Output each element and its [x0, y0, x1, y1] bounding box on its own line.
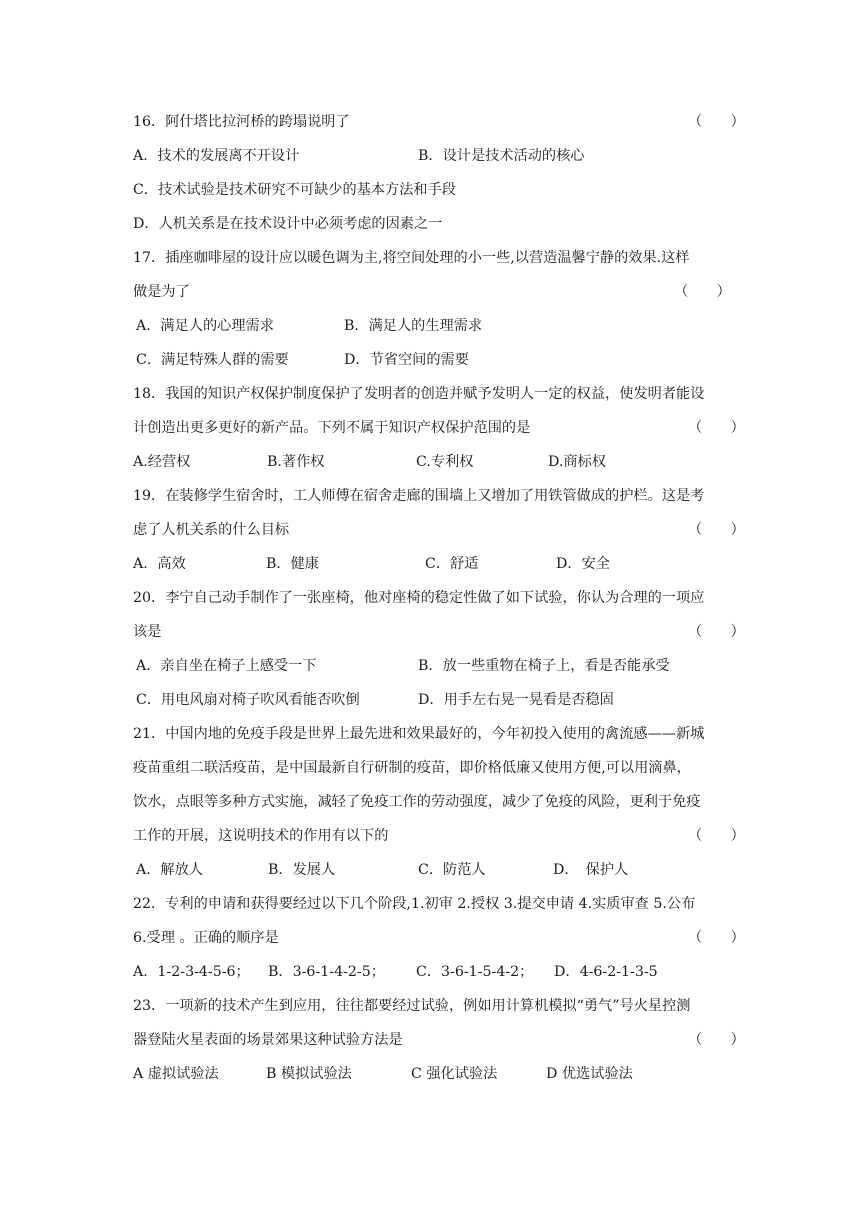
question-23-stem-line-1: 23．一项新的技术产生到应用，往往都要经过试验，例如用计算机模拟“勇气”号火星控测	[133, 998, 691, 1014]
question-19-stem-line-2: 虑了人机关系的什么目标	[133, 522, 290, 538]
question-18-option-a: A.经营权	[133, 454, 191, 470]
question-23-option-a: A 虚拟试验法	[133, 1066, 219, 1082]
question-22-option-c: C．3-6-1-5-4-2；	[416, 964, 534, 980]
question-17-stem-line-2: 做是为了	[133, 284, 190, 300]
question-18-option-b: B.著作权	[267, 454, 325, 470]
question-19-option-c: C．舒适	[425, 556, 479, 572]
question-19-option-a: A．高效	[133, 556, 186, 572]
question-20-option-b: B．放一些重物在椅子上，看是否能承受	[418, 658, 670, 674]
question-21-stem-line-4: 工作的开展，这说明技术的作用有以下的	[133, 828, 389, 844]
question-17-option-b: B．满足人的生理需求	[344, 318, 483, 334]
question-17-stem-line-1: 17．插座咖啡屋的设计应以暖色调为主,将空间处理的小一些,以营造温馨宁静的效果.这样	[133, 250, 690, 266]
question-19-option-b: B．健康	[266, 556, 319, 572]
question-22-option-a: A．1-2-3-4-5-6；	[133, 964, 250, 980]
question-20-option-a: A．亲自坐在椅子上感受一下	[136, 658, 317, 674]
question-18-stem-line-1: 18．我国的知识产权保护制度保护了发明者的创造并赋予发明人一定的权益，使发明者能设	[133, 386, 705, 402]
question-17-option-d: D．节省空间的需要	[344, 352, 469, 368]
question-21-option-c: C．防范人	[418, 862, 486, 878]
question-22-stem-line-2: 6.受理 。正确的顺序是	[133, 930, 279, 946]
question-18-stem-line-2: 计创造出更多更好的新产品。下列不属于知识产权保护范围的是	[133, 420, 531, 436]
question-22-stem-line-1: 22．专利的申请和获得要经过以下几个阶段,1.初审 2.授权 3.提交申请 4.实质审查 5.公布	[133, 896, 696, 912]
question-16-option-c: C．技术试验是技术研究不可缺少的基本方法和手段	[133, 182, 456, 198]
question-22-answer-paren: （ ）	[688, 930, 745, 946]
question-16-option-b: B．设计是技术活动的核心	[418, 148, 585, 164]
question-21-stem-line-2: 疫苗重组二联活疫苗，是中国最新自行研制的疫苗，即价格低廉又使用方便,可以用滴鼻，	[133, 760, 691, 776]
question-19-answer-paren: （ ）	[688, 522, 745, 538]
question-21-option-a: A．解放人	[136, 862, 203, 878]
question-23-option-b: B 模拟试验法	[266, 1066, 352, 1082]
question-16-stem: 16．阿什塔比拉河桥的跨塌说明了	[133, 114, 350, 130]
question-18-option-d: D.商标权	[548, 454, 606, 470]
question-22-option-b: B．3-6-1-4-2-5；	[268, 964, 385, 980]
question-18-option-c: C.专利权	[416, 454, 474, 470]
question-22-option-d: D．4-6-2-1-3-5	[554, 964, 658, 980]
question-17-option-a: A．满足人的心理需求	[136, 318, 274, 334]
question-20-option-d: D．用手左右晃一晃看是否稳固	[418, 692, 614, 708]
question-23-option-c: C 强化试验法	[411, 1066, 498, 1082]
question-20-stem-line-1: 20．李宁自己动手制作了一张座椅，他对座椅的稳定性做了如下试验，你认为合理的一项应	[133, 590, 705, 606]
question-21-stem-line-1: 21．中国内地的免疫手段是世界上最先进和效果最好的，今年初投入使用的禽流感——新城	[133, 726, 705, 742]
question-18-answer-paren: （ ）	[688, 420, 745, 436]
question-17-option-c: C．满足特殊人群的需要	[136, 352, 289, 368]
question-23-answer-paren: （ ）	[688, 1032, 745, 1048]
question-20-stem-line-2: 该是	[133, 624, 162, 640]
question-23-option-d: D 优选试验法	[546, 1066, 633, 1082]
question-19-option-d: D．安全	[556, 556, 610, 572]
question-21-stem-line-3: 饮水，点眼等多种方式实施，减轻了免疫工作的劳动强度，减少了免疫的风险，更利于免疫	[133, 794, 701, 810]
question-20-answer-paren: （ ）	[688, 624, 745, 640]
question-16-answer-paren: （ ）	[688, 114, 745, 130]
question-20-option-c: C．用电风扇对椅子吹风看能否吹倒	[136, 692, 360, 708]
question-16-option-a: A．技术的发展离不开设计	[133, 148, 300, 164]
question-17-answer-paren: （ ）	[674, 284, 731, 300]
question-16-option-d: D．人机关系是在技术设计中必须考虑的因素之一	[133, 216, 443, 232]
question-21-option-d: D． 保护人	[553, 862, 629, 878]
question-23-stem-line-2: 器登陆火星表面的场景郊果这种试验方法是	[133, 1032, 403, 1048]
question-19-stem-line-1: 19．在装修学生宿舍时，工人师傅在宿舍走廊的围墙上又增加了用铁管做成的护栏。这是考	[133, 488, 705, 504]
question-21-option-b: B．发展人	[268, 862, 336, 878]
question-21-answer-paren: （ ）	[688, 828, 745, 844]
